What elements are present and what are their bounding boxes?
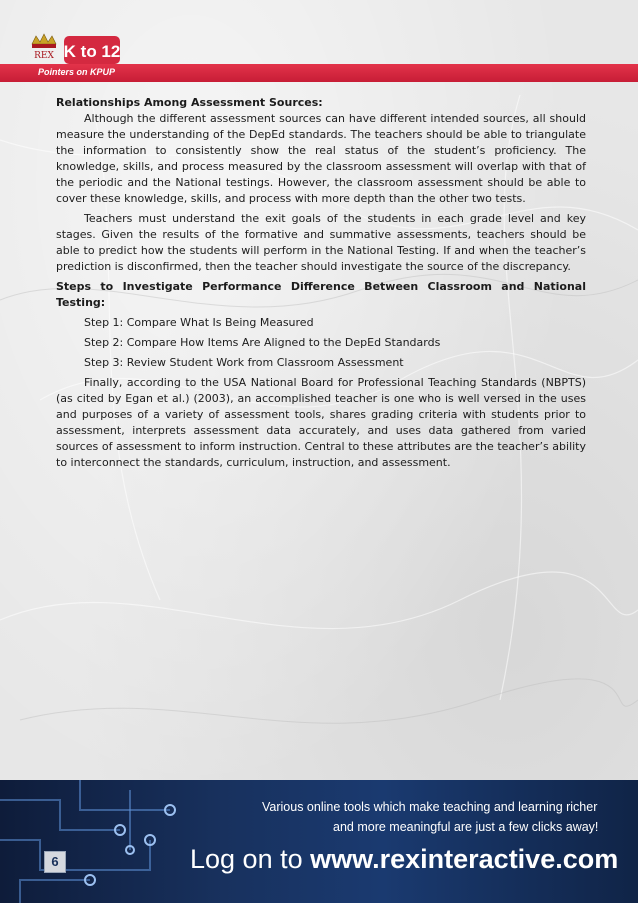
footer-banner	[0, 780, 638, 903]
step-2: Step 2: Compare How Items Are Aligned to the DepEd Standards	[84, 336, 441, 349]
logon-prefix: Log on to	[190, 844, 311, 874]
k12-text: K to 12	[63, 42, 121, 61]
rex-text: REX	[34, 51, 54, 61]
heading-relationships: Relationships Among Assessment Sources:	[56, 96, 323, 109]
section-bar	[0, 64, 638, 82]
website-url[interactable]: www.rexinteractive.com	[310, 844, 619, 874]
article-body	[56, 95, 586, 471]
logon-text	[190, 844, 618, 875]
page-number: 6	[44, 851, 66, 873]
page-header	[0, 0, 638, 95]
circuit-graphic	[0, 780, 638, 903]
section-label: Pointers on KPUP	[38, 67, 116, 77]
paragraph-2: Teachers must understand the exit goals of the students in each grade level and key stages. Given the results of the formative and summative assessments, teachers should be able to predict how the students will perform in the National Testing. If and when the teacher’s prediction is disconfirmed, then the teacher should investigate the source of the discrepancy.	[56, 212, 586, 273]
tagline-line-1: Various online tools which make teaching and learning richer	[262, 800, 598, 814]
paragraph-1: Although the different assessment sources can have different intended sources, all should measure the understanding of the DepEd standards. The teachers should be able to triangulate the information to consistently show the real status of the student’s proficiency. The knowledge, skills, and process measured by the classroom assessment will overlap with that of the periodic and the National testings. However, the classroom assessment should be able to cover these knowledge, skills, and process with more depth than the other two tests.	[56, 112, 586, 205]
step-3: Step 3: Review Student Work from Classroom Assessment	[84, 356, 404, 369]
tagline-line-2: and more meaningful are just a few clicks away!	[333, 820, 599, 834]
step-1: Step 1: Compare What Is Being Measured	[84, 316, 314, 329]
heading-steps: Steps to Investigate Performance Difference Between Classroom and National Testing:	[56, 280, 586, 309]
paragraph-3: Finally, according to the USA National Board for Professional Teaching Standards (NBPTS) (as cited by Egan et al.) (2003), an accomplished teacher is one who is well versed in the uses and purposes of a variety of assessment tools, shares grading criteria with students prior to assessment, interprets assessment data accurately, and uses data gathered from varied sources of assessment to inform instruction. Central to these attributes are the teacher’s ability to interconnect the standards, curriculum, instruction, and assessment.	[56, 376, 586, 469]
